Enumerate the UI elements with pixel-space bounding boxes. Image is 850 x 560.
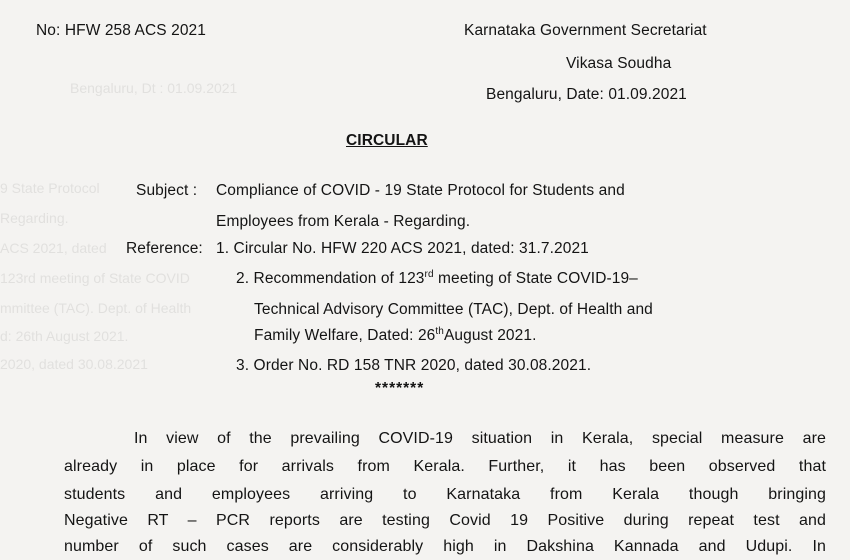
reference-item-1: 1. Circular No. HFW 220 ACS 2021, dated: 31.7.2021 (216, 240, 589, 257)
body-line-2: already in place for arrivals from Kerala. Further, it has been observed that (64, 458, 826, 475)
reference-item-2 (236, 270, 638, 288)
reference-item-2-date-text: Family Welfare, Dated: 26 (254, 327, 436, 344)
subject-line-1: Compliance of COVID - 19 State Protocol for Students and (216, 182, 625, 199)
body-line-1: In view of the prevailing COVID-19 situation in Kerala, special measure are (134, 430, 826, 447)
office-name: Karnataka Government Secretariat (464, 22, 707, 39)
reference-item-3: 3. Order No. RD 158 TNR 2020, dated 30.08.2021. (236, 357, 592, 374)
reference-item-2-text: 2. Recommendation of 123 (236, 270, 425, 287)
body-line-3: students and employees arriving to Karnataka from Kerala though bringing (64, 486, 826, 503)
document-title: CIRCULAR (346, 132, 428, 149)
document-page: Bengaluru, Dt : 01.09.2021 9 State Protocol Regarding. ACS 2021, dated 123rd meeting of State COVID mmittee (TAC). Dept. of Health d: 26th August 2021. 2020, dated 30.08.2021 No: HFW 258 ACS 2021 Karnataka Government Secretariat Vikasa Soudha Bengaluru, Date: 01.09.2021 CIRCULAR Subject : Compliance of COVID - 19 State Protocol for Students and Employees from Kerala - Regarding. Reference: 1. Circular No. HFW 220 ACS 2021, dated: 31.7.2021 2. Recommendation of 123rd meeting of State COVID-19– Technical Advisory Committee (TAC), Dept. of Health and Family Welfare, Dated: 26thAugust 2021. 3. Order No. RD 158 TNR 2020, dated 30.08.2021. ******* In view of the prevailing COVID-19 situation in Kerala, special measure are already in place for arrivals from Kerala. Further, it has been observed that students and employees arriving to Karnataka from Kerala though bringing Negative RT – PCR reports are testing Covid 19 Positive during repeat test and number of such cases are considerably high in Dakshina Kannada and Udupi. In (0, 22, 826, 555)
body-line-5: number of such cases are considerably high in Dakshina Kannada and Udupi. In (64, 538, 826, 555)
office-building: Vikasa Soudha (566, 55, 672, 72)
place-and-date: Bengaluru, Date: 01.09.2021 (486, 86, 687, 103)
reference-item-2-text-end: meeting of State COVID-19– (433, 270, 638, 287)
body-line-4: Negative RT – PCR reports are testing Covid 19 Positive during repeat test and (64, 512, 826, 529)
ordinal-suffix: rd (424, 268, 434, 280)
section-separator: ******* (375, 380, 425, 397)
reference-label: Reference: (126, 240, 203, 257)
circular-number: No: HFW 258 ACS 2021 (36, 22, 206, 39)
subject-label: Subject : (136, 182, 198, 199)
reference-item-2-line-2: Technical Advisory Committee (TAC), Dept. of Health and (254, 301, 653, 318)
subject-line-2: Employees from Kerala - Regarding. (216, 213, 471, 230)
reference-item-2-line-3 (254, 327, 537, 345)
ordinal-suffix: th (435, 325, 444, 337)
reference-item-2-date-end: August 2021. (443, 327, 537, 344)
